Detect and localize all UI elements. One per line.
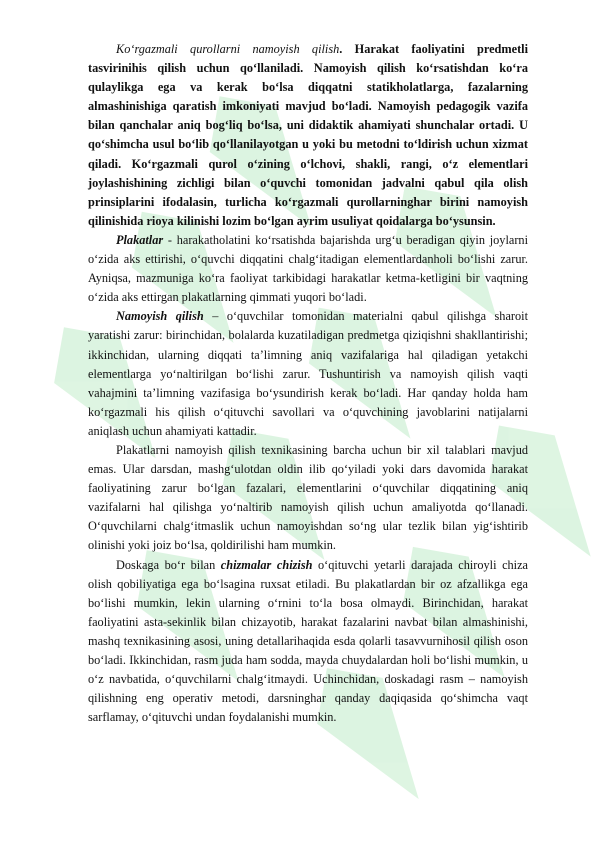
- paragraph-1-text: Harakat faoliyatini predmetli tasvirinihis qilish uchun qo‘llaniladi. Namoyish qilish ko‘rsatishdan ko‘ra qulaylikga ega va kerak bo‘lsa diqqatni statikholatlarga, fazalarning almashinishiga qaratish imkoniyati mavjud bo‘ladi. Namoyish pedagogik vazifa bilan qanchalar aniq bog‘liq bo‘lsa, uni didaktik ahamiyati shunchalar ortadi. U qo‘shimcha usul bo‘lib qo‘llanilayotgan u yoki bu metodni to‘ldirish uchun xizmat qiladi. Ko‘rgazmali qurol o‘zining o‘lchovi, shakli, rangi, o‘z elementlari joylashishining zichligi bilan o‘quvchi tomonidan jadvalni qabul qila olish prinsiplarini ifodalasin, turlicha ko‘rgazmali qurollarninghar birini namoyish qilinishida rioya kilinishi lozim bo‘lgan ayrim usuliyat qoidalarga bo‘ysunsin.: [88, 42, 528, 228]
- paragraph-5-lead: chizmalar chizish: [220, 557, 313, 572]
- paragraph-1: [88, 40, 528, 231]
- paragraph-5-pre: Doskaga bo‘r bilan: [116, 557, 221, 572]
- paragraph-3-lead: Namoyish qilish: [116, 309, 204, 324]
- paragraph-4: [88, 441, 528, 556]
- paragraph-1-lead: Ko‘rgazmali qurollarni namoyish qilish: [116, 42, 340, 56]
- paragraph-2-lead: Plakatlar: [116, 232, 164, 247]
- paragraph-1-lead-punct: .: [339, 42, 343, 56]
- paragraph-5-text: o‘qituvchi yetarli darajada chiroyli chiza olish qobiliyatiga ega bo‘lsagina ruxsat etiladi. Bu plakatlardan bir oz afzallikga ega bo‘lishi mumkin, lekin ularning o‘rnini to‘la bosa olmaydi. Birinchidan, harakat faoliyatini asta-sekinlik bilan chizayotib, harakat fazalarini navbat bilan almashinishi, mashq texnikasining asosi, uning detallarihaqida esda qolarli tasavvurnihosil qilish oson bo‘ladi. Ikkinchidan, rasm juda ham sodda, mayda chuydalardan holi bo‘lishi mumkin, u o‘z navbatida, o‘quvchilarni chalg‘itmaydi. Uchinchidan, doskadagi rasm – namoyish qilishning eng operativ metodi, darsninghar qanday daqiqasida qo‘shimcha vaqt sarflamay, o‘qituvchi undan foydalanishi mumkin.: [88, 557, 529, 725]
- paragraph-2-text: - harakatholatini ko‘rsatishda bajarishda urg‘u beradigan qiyin joylarni o‘zida aks ettirishi, o‘quvchi diqqatini chalg‘itadigan elementlardanholi bo‘lishi zarur. Ayniqsa, mazmuniga ko‘ra faoliyat tarkibidagi harakatlar ketma-ketligini bir vaqtning o‘zida aks ettirgan plakatlarning qimmati yuqori bo‘ladi.: [88, 232, 528, 305]
- paragraph-5: [88, 556, 528, 728]
- paragraph-2: [88, 231, 528, 307]
- paragraph-3: [88, 307, 528, 441]
- paragraph-3-text: – o‘quvchilar tomonidan materialni qabul qilishga sharoit yaratishi zarur: birinchidan, bolalarda kuzatiladigan predmetga qiziqishni shakllantirishi; ikkinchidan, ularning diqqati ta’limning aniq vazifalariga hal qiladigan yetakchi elementlarga yo‘naltirilgan bo‘lishi zarur. Tushuntirish va namoyish qilish vaqti vahajmini ta’limning vazifasiga bo‘ysundirish kerak bo‘ladi. Har qanday holda ham ko‘rgazmali his qilish o‘qituvchi savollari va o‘quvchining javoblarini natijalarni aniqlash uchun ahamiyati kattadir.: [88, 309, 528, 438]
- paragraph-4-text: Plakatlarni namoyish qilish texnikasining barcha uchun bir xil talablari mavjud emas. Ular darsdan, mashg‘ulotdan oldin ilib qo‘yiladi yoki dars davomida harakat faoliyatining zarur bo‘lgan fazalari, elementlarini o‘quvchilar diqqatining aniq vazifalarni hal qilishga yo‘naltirib namoyish qilish uchun amaliyotda qo‘llanadi. O‘quvchilarni chalg‘itmaslik uchun namoyishdan so‘ng ular tezlik bilan yig‘ishtirib olinishi yoki joiz bo‘lsa, qoldirilishi ham mumkin.: [88, 442, 528, 553]
- document-body: [88, 40, 528, 727]
